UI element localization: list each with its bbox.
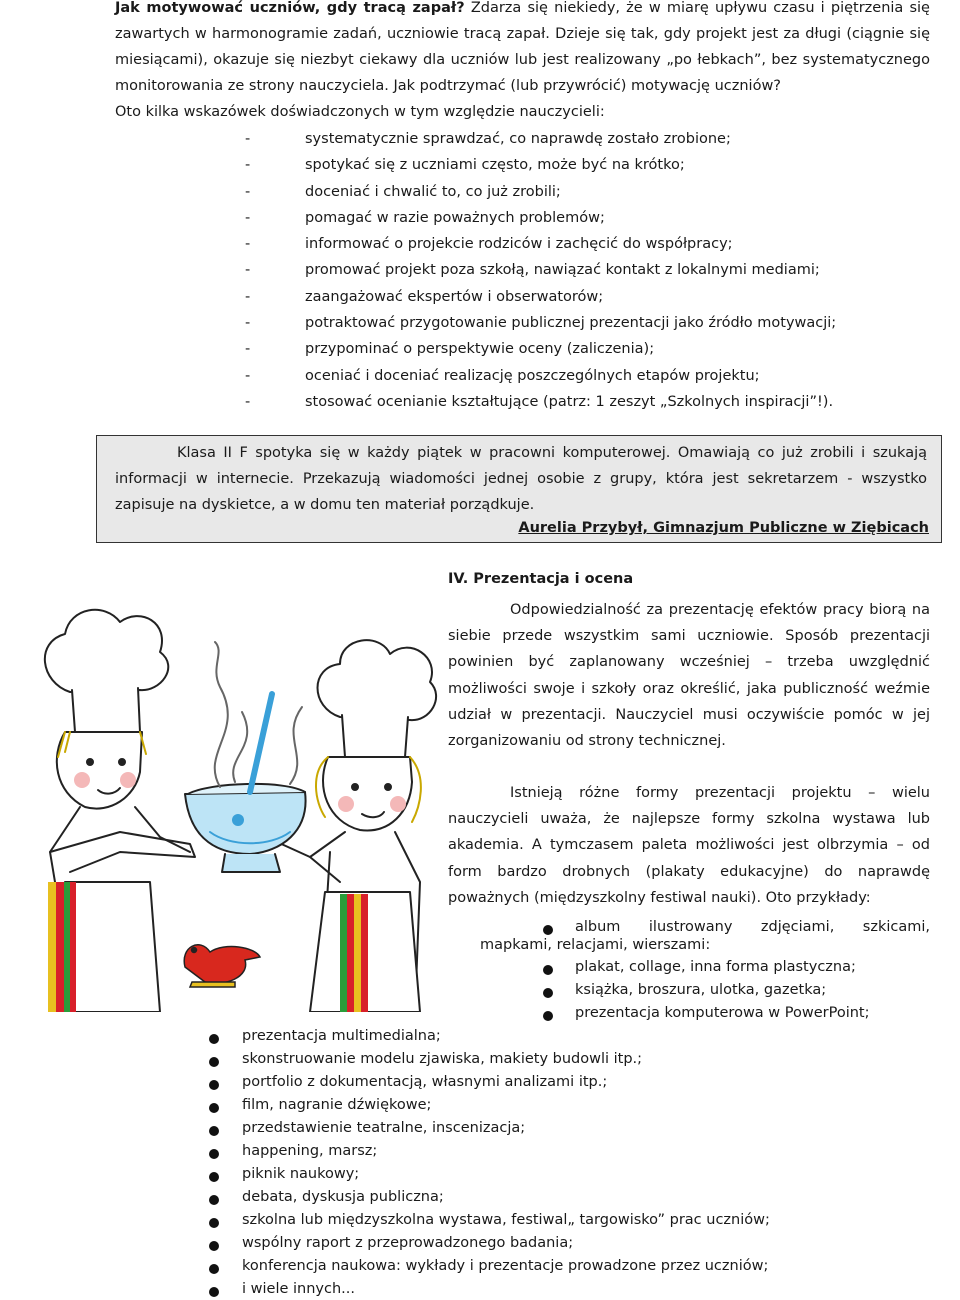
intro-paragraph [115, 0, 930, 125]
list-item: - zaangażować ekspertów i obserwatorów; [245, 288, 604, 305]
example-signature: Aurelia Przybył, Gimnazjum Publiczne w Ziębicach [518, 520, 929, 536]
bullet-icon [209, 1080, 219, 1090]
form-item: przedstawienie teatralne, inscenizacja; [242, 1120, 526, 1136]
list-item: - pomagać w razie poważnych problemów; [245, 209, 605, 226]
bird-icon [184, 945, 260, 987]
list-item: - oceniać i doceniać realizację poszczególnych etapów projektu; [245, 367, 760, 384]
form-item: wspólny raport z przeprowadzonego badania; [242, 1235, 574, 1251]
intro-text: Zdarza się niekiedy, że w miarę upływu czasu i piętrzenia się zawartych w harmonogramie zadań, uczniowie tracą zapał. Dzieje się tak, gdy projekt jest za długi (ciągnie się miesiącami), okazuje się niezbyt ciekawy dla uczniów lub jest realizowany „po łebkach”, bez systematycznego monitorowania ze strony nauczyciela. [115, 0, 930, 94]
example-box [96, 435, 942, 543]
list-item: - doceniać i chwalić to, co już zrobili; [245, 183, 561, 200]
intro-question: Jak podtrzymać (lub przywrócić) motywację uczniów? [388, 78, 782, 94]
form-item: plakat, collage, inna forma plastyczna; [575, 959, 856, 975]
list-item: - potraktować przygotowanie publicznej prezentacji jako źródło motywacji; [245, 315, 837, 332]
bullet-icon [209, 1103, 219, 1113]
form-item: piknik naukowy; [242, 1166, 360, 1182]
tips-list [115, 126, 930, 415]
bullet-icon [209, 1126, 219, 1136]
form-item-continued: mapkami, relacjami, wierszami: [480, 937, 711, 953]
bullet-icon [209, 1057, 219, 1067]
bullet-icon [209, 1149, 219, 1159]
bullet-icon [209, 1195, 219, 1205]
bullet-icon [543, 925, 553, 935]
form-item: album ilustrowany zdjęciami, szkicami, [575, 919, 930, 935]
chefs-illustration [10, 582, 450, 1012]
list-item: - promować projekt poza szkołą, nawiązać kontakt z lokalnymi mediami; [245, 262, 820, 279]
list-item: - systematycznie sprawdzać, co naprawdę zostało zrobione; [245, 131, 731, 147]
list-item: - przypominać o perspektywie oceny (zaliczenia); [245, 341, 655, 358]
form-item: film, nagranie dźwiękowe; [242, 1097, 432, 1113]
section-heading: IV. Prezentacja i ocena [448, 571, 634, 587]
bullet-icon [543, 1011, 553, 1021]
form-item: szkolna lub międzyszkolna wystawa, festiwal„ targowisko” prac uczniów; [242, 1212, 770, 1228]
intro-heading: Jak motywować uczniów, gdy tracą zapał? [115, 0, 465, 16]
bullet-icon [209, 1172, 219, 1182]
list-item: - stosować ocenianie kształtujące (patrz: 1 zeszyt „Szkolnych inspiracji”!). [245, 393, 834, 410]
bullet-icon [209, 1287, 219, 1297]
intro-lead: Oto kilka wskazówek doświadczonych w tym względzie nauczycieli: [115, 104, 605, 120]
form-item: prezentacja multimedialna; [242, 1028, 441, 1044]
bullet-icon [209, 1034, 219, 1044]
bullet-icon [543, 988, 553, 998]
form-item: konferencja naukowa: wykłady i prezentacje prowadzone przez uczniów; [242, 1258, 769, 1274]
bullet-icon [209, 1241, 219, 1251]
form-item: happening, marsz; [242, 1143, 378, 1159]
bullet-icon [209, 1264, 219, 1274]
form-item: prezentacja komputerowa w PowerPoint; [575, 1005, 870, 1021]
list-item: - informować o projekcie rodziców i zachęcić do współpracy; [245, 236, 733, 253]
section-paragraph-2: Istnieją różne formy prezentacji projektu – wielu nauczycieli uważa, że najlepsze formy szkolna wystawa lub akademia. A tymczasem paleta możliwości jest olbrzymia – od form bardzo drobnych (plakaty edukacyjne) do naprawdę poważnych (międzyszkolny festiwal nauki). Oto przykłady: [448, 785, 930, 906]
section-paragraph-1: Odpowiedzialność za prezentację efektów pracy biorą na siebie przede wszystkim sami uczniowie. Sposób prezentacji powinien być zaplanowany wcześniej – trzeba uwzględnić możliwości swoje i szkoły oraz określić, jaka publiczność weźmie udział w prezentacji. Nauczyciel musi oczywiście pomóc w jej zorganizowaniu od strony technicznej. [448, 602, 930, 750]
form-item: debata, dyskusja publiczna; [242, 1189, 444, 1205]
form-item: portfolio z dokumentacją, własnymi analizami itp.; [242, 1074, 608, 1090]
bullet-icon [209, 1218, 219, 1228]
list-item: - spotykać się z uczniami często, może być na krótko; [245, 157, 685, 174]
form-item: skonstruowanie modelu zjawiska, makiety budowli itp.; [242, 1051, 643, 1067]
example-text: Klasa II F spotyka się w każdy piątek w pracowni komputerowej. Omawiają co już zrobili i szukają informacji w internecie. Przekazują wiadomości jednej osobie z grupy, która jest sekretarzem - wszystko zapisuje na dyskietce, a w domu ten materiał porządkuje. [115, 445, 927, 513]
bullet-icon [543, 965, 553, 975]
form-item: książka, broszura, ulotka, gazetka; [575, 982, 827, 998]
form-item: i wiele innych... [242, 1281, 355, 1297]
